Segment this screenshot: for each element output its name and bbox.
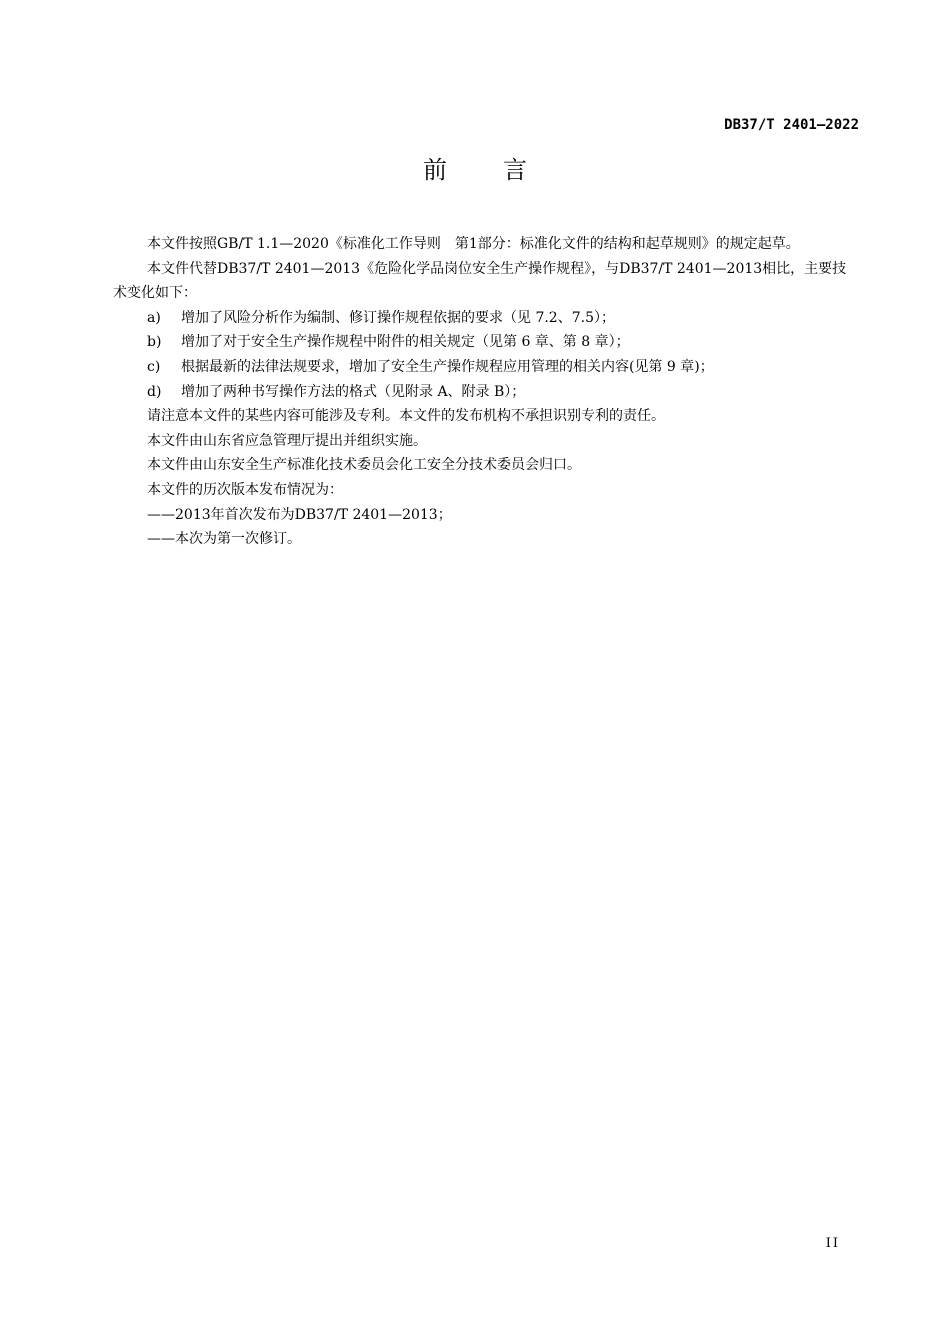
foreword-body [113, 232, 860, 552]
list-item-label: b) [147, 334, 162, 351]
list-item-text: 增加了风险分析作为编制、修订操作规程依据的要求（见 7.2、7.5）； [181, 309, 615, 326]
paragraph-history-first: ——2013年首次发布为DB37/T 2401—2013； [147, 506, 452, 523]
list-item [113, 306, 860, 331]
list-item [113, 330, 860, 355]
document-code: DB37/T 2401—2022 [724, 117, 859, 133]
paragraph-proposer: 本文件由山东省应急管理厅提出并组织实施。 [147, 432, 427, 449]
page-title: 前言 [423, 156, 583, 184]
list-item-text: 根据最新的法律法规要求，增加了安全生产操作规程应用管理的相关内容(见第 9 章)； [181, 358, 714, 375]
list-item-label: d) [147, 383, 162, 400]
paragraph-history-intro: 本文件的历次版本发布情况为： [147, 481, 343, 498]
paragraph-patent-notice: 请注意本文件的某些内容可能涉及专利。本文件的发布机构不承担识别专利的责任。 [147, 408, 665, 425]
list-item [113, 380, 860, 405]
list-item-text: 增加了两种书写操作方法的格式（见附录 A、附录 B）； [181, 383, 526, 400]
list-item [113, 355, 860, 380]
paragraph-committee: 本文件由山东安全生产标准化技术委员会化工安全分技术委员会归口。 [147, 457, 581, 474]
paragraph-replacement: 本文件代替DB37/T 2401—2013《危险化学品岗位安全生产操作规程》，与DB37/T 2401—2013相比，主要技术变化如下： [113, 260, 847, 302]
list-item-label: c) [147, 358, 161, 375]
paragraph-drafting-basis: 本文件按照GB/T 1.1—2020《标准化工作导则 第1部分：标准化文件的结构和起草规则》的规定起草。 [147, 236, 800, 252]
list-item-label: a) [147, 309, 161, 326]
list-item-text: 增加了对于安全生产操作规程中附件的相关规定（见第 6 章、第 8 章）； [181, 334, 630, 351]
paragraph-history-current: ——本次为第一次修订。 [147, 531, 301, 548]
page-number: II [825, 1236, 840, 1251]
